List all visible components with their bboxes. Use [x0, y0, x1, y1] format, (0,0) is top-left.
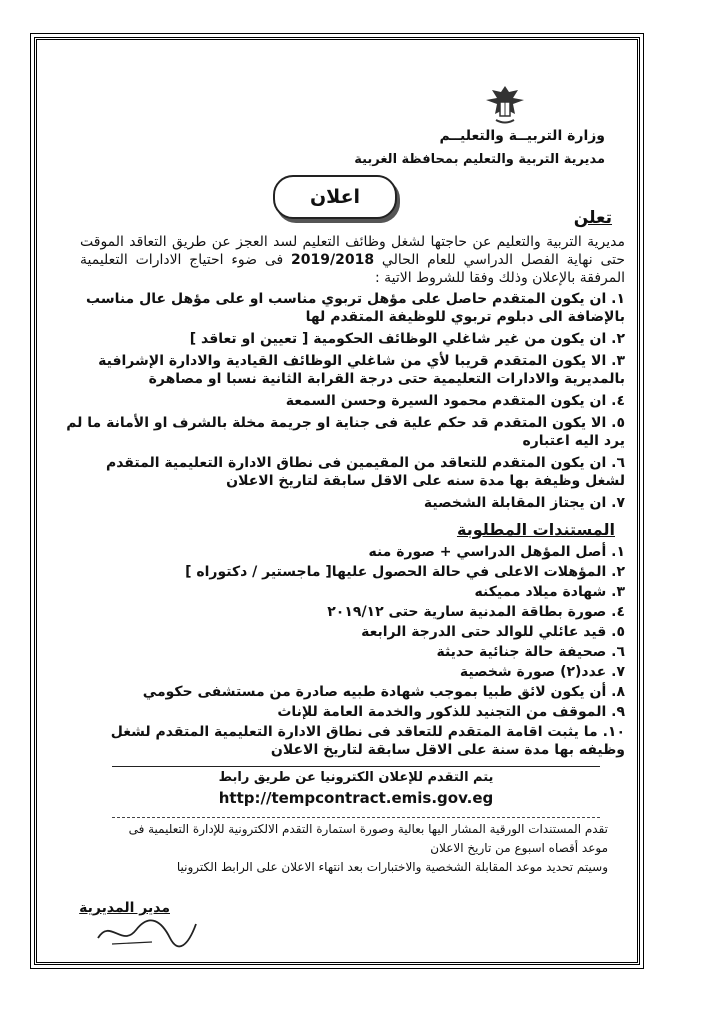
condition-item: ٣. الا يكون المتقدم قريبا لأي من شاغلي الوظائف القيادية والادارة الإشرافية بالمديرية والادارات التعليمية حتى درجة القرابة الثانية نسبا او مصاهرة: [98, 353, 625, 387]
submission-note: تقدم المستندات الورقية المشار اليها بعالية وصورة استمارة التقدم الالكترونية للإدارة التعليمية فى موعد أقصاه اسبوع من تاريخ الاعلان: [128, 822, 608, 855]
announces-heading: تعلن: [573, 208, 612, 228]
condition-item: ٤. ان يكون المتقدم محمود السيرة وحسن السمعة: [285, 393, 625, 409]
apply-link-box: [112, 766, 600, 818]
academic-year: 2019/2018: [291, 252, 375, 268]
director-title: مدير المديرية: [79, 900, 170, 916]
directorate-name: مديرية التربية والتعليم بمحافظة الغربية: [354, 152, 605, 167]
document-item: ٥. قيد عائلي للوالد حتى الدرجة الرابعة: [361, 624, 625, 640]
conditions-list: [65, 290, 625, 516]
document-item: ٩. الموقف من التجنيد للذكور والخدمة العامة للإناث: [277, 704, 625, 720]
apply-url-link[interactable]: http://tempcontract.emis.gov.eg: [218, 789, 494, 807]
intro-text-after-year: فى ضوء احتياج الادارات التعليمية المرفقة بالإعلان وذلك وفقا للشروط الاتية :: [80, 252, 625, 286]
document-item: ١٠. ما يثبت اقامة المتقدم للتعاقد فى نطاق الادارة التعليمية المتقدم لشغل وظيفه بها مدة سنة على الاقل سابقة لتاريخ الاعلان: [110, 724, 625, 758]
document-item: ٦. صحيفة حالة جنائية حديثة: [436, 644, 625, 660]
ministry-name: وزارة التربيــة والتعليــم: [439, 128, 605, 144]
submission-notes: [108, 820, 608, 877]
submission-note: وسيتم تحديد موعد المقابلة الشخصية والاختبارات بعد انتهاء الاعلان على الرابط الكترونيا: [176, 860, 608, 874]
condition-item: ٧. ان يجتاز المقابلة الشخصية: [423, 495, 625, 511]
document-item: ٤. صورة بطاقة المدنية سارية حتى ٢٠١٩/١٢: [327, 604, 625, 620]
condition-item: ٦. ان يكون المتقدم للتعاقد من المقيمين فى نطاق الادارة التعليمية المتقدم لشغل وظيفة بها مدة سنه على الاقل سابقة لتاريخ الاعلان: [105, 455, 625, 489]
document-item: ٣. شهادة ميلاد مميكنه: [474, 584, 625, 600]
intro-text-before-year: مديرية التربية والتعليم عن حاجتها لشغل وظائف التعليم لسد العجز عن طريق التعاقد الموقت حتى نهاية الفصل الدراسي للعام الحالي: [80, 234, 626, 268]
document-item: ٢. المؤهلات الاعلى في حالة الحصول عليها[ ماجستير / دكتوراه ]: [185, 564, 625, 580]
document-item: ٧. عدد(٢) صورة شخصية: [459, 664, 625, 680]
condition-item: ٢. ان يكون من غير شاغلي الوظائف الحكومية [ تعيين او تعاقد ]: [189, 331, 625, 347]
document-item: ٨. أن يكون لائق طبيا بموجب شهادة طبيه صادرة من مستشفى حكومي: [142, 684, 625, 700]
documents-list: [65, 543, 625, 761]
condition-item: ٥. الا يكون المتقدم قد حكم علية فى جناية او جريمة مخلة بالشرف او الأمانة ما لم يرد اليه اعتباره: [66, 415, 625, 449]
announcement-title: اعلان: [273, 175, 397, 219]
eagle-emblem-icon: [482, 82, 528, 128]
condition-item: ١. ان يكون المتقدم حاصل على مؤهل تربوي مناسب او على مؤهل عال مناسب بالإضافة الى دبلوم تربوي للوظيفة المتقدم لها: [86, 291, 625, 325]
documents-heading: المستندات المطلوبة: [456, 520, 615, 539]
apply-instruction: يتم التقدم للإعلان الكترونيا عن طريق رابط: [218, 770, 494, 785]
handwritten-signature: [92, 912, 202, 952]
intro-paragraph: [80, 233, 625, 287]
document-item: ١. أصل المؤهل الدراسي + صورة منه: [368, 544, 625, 560]
